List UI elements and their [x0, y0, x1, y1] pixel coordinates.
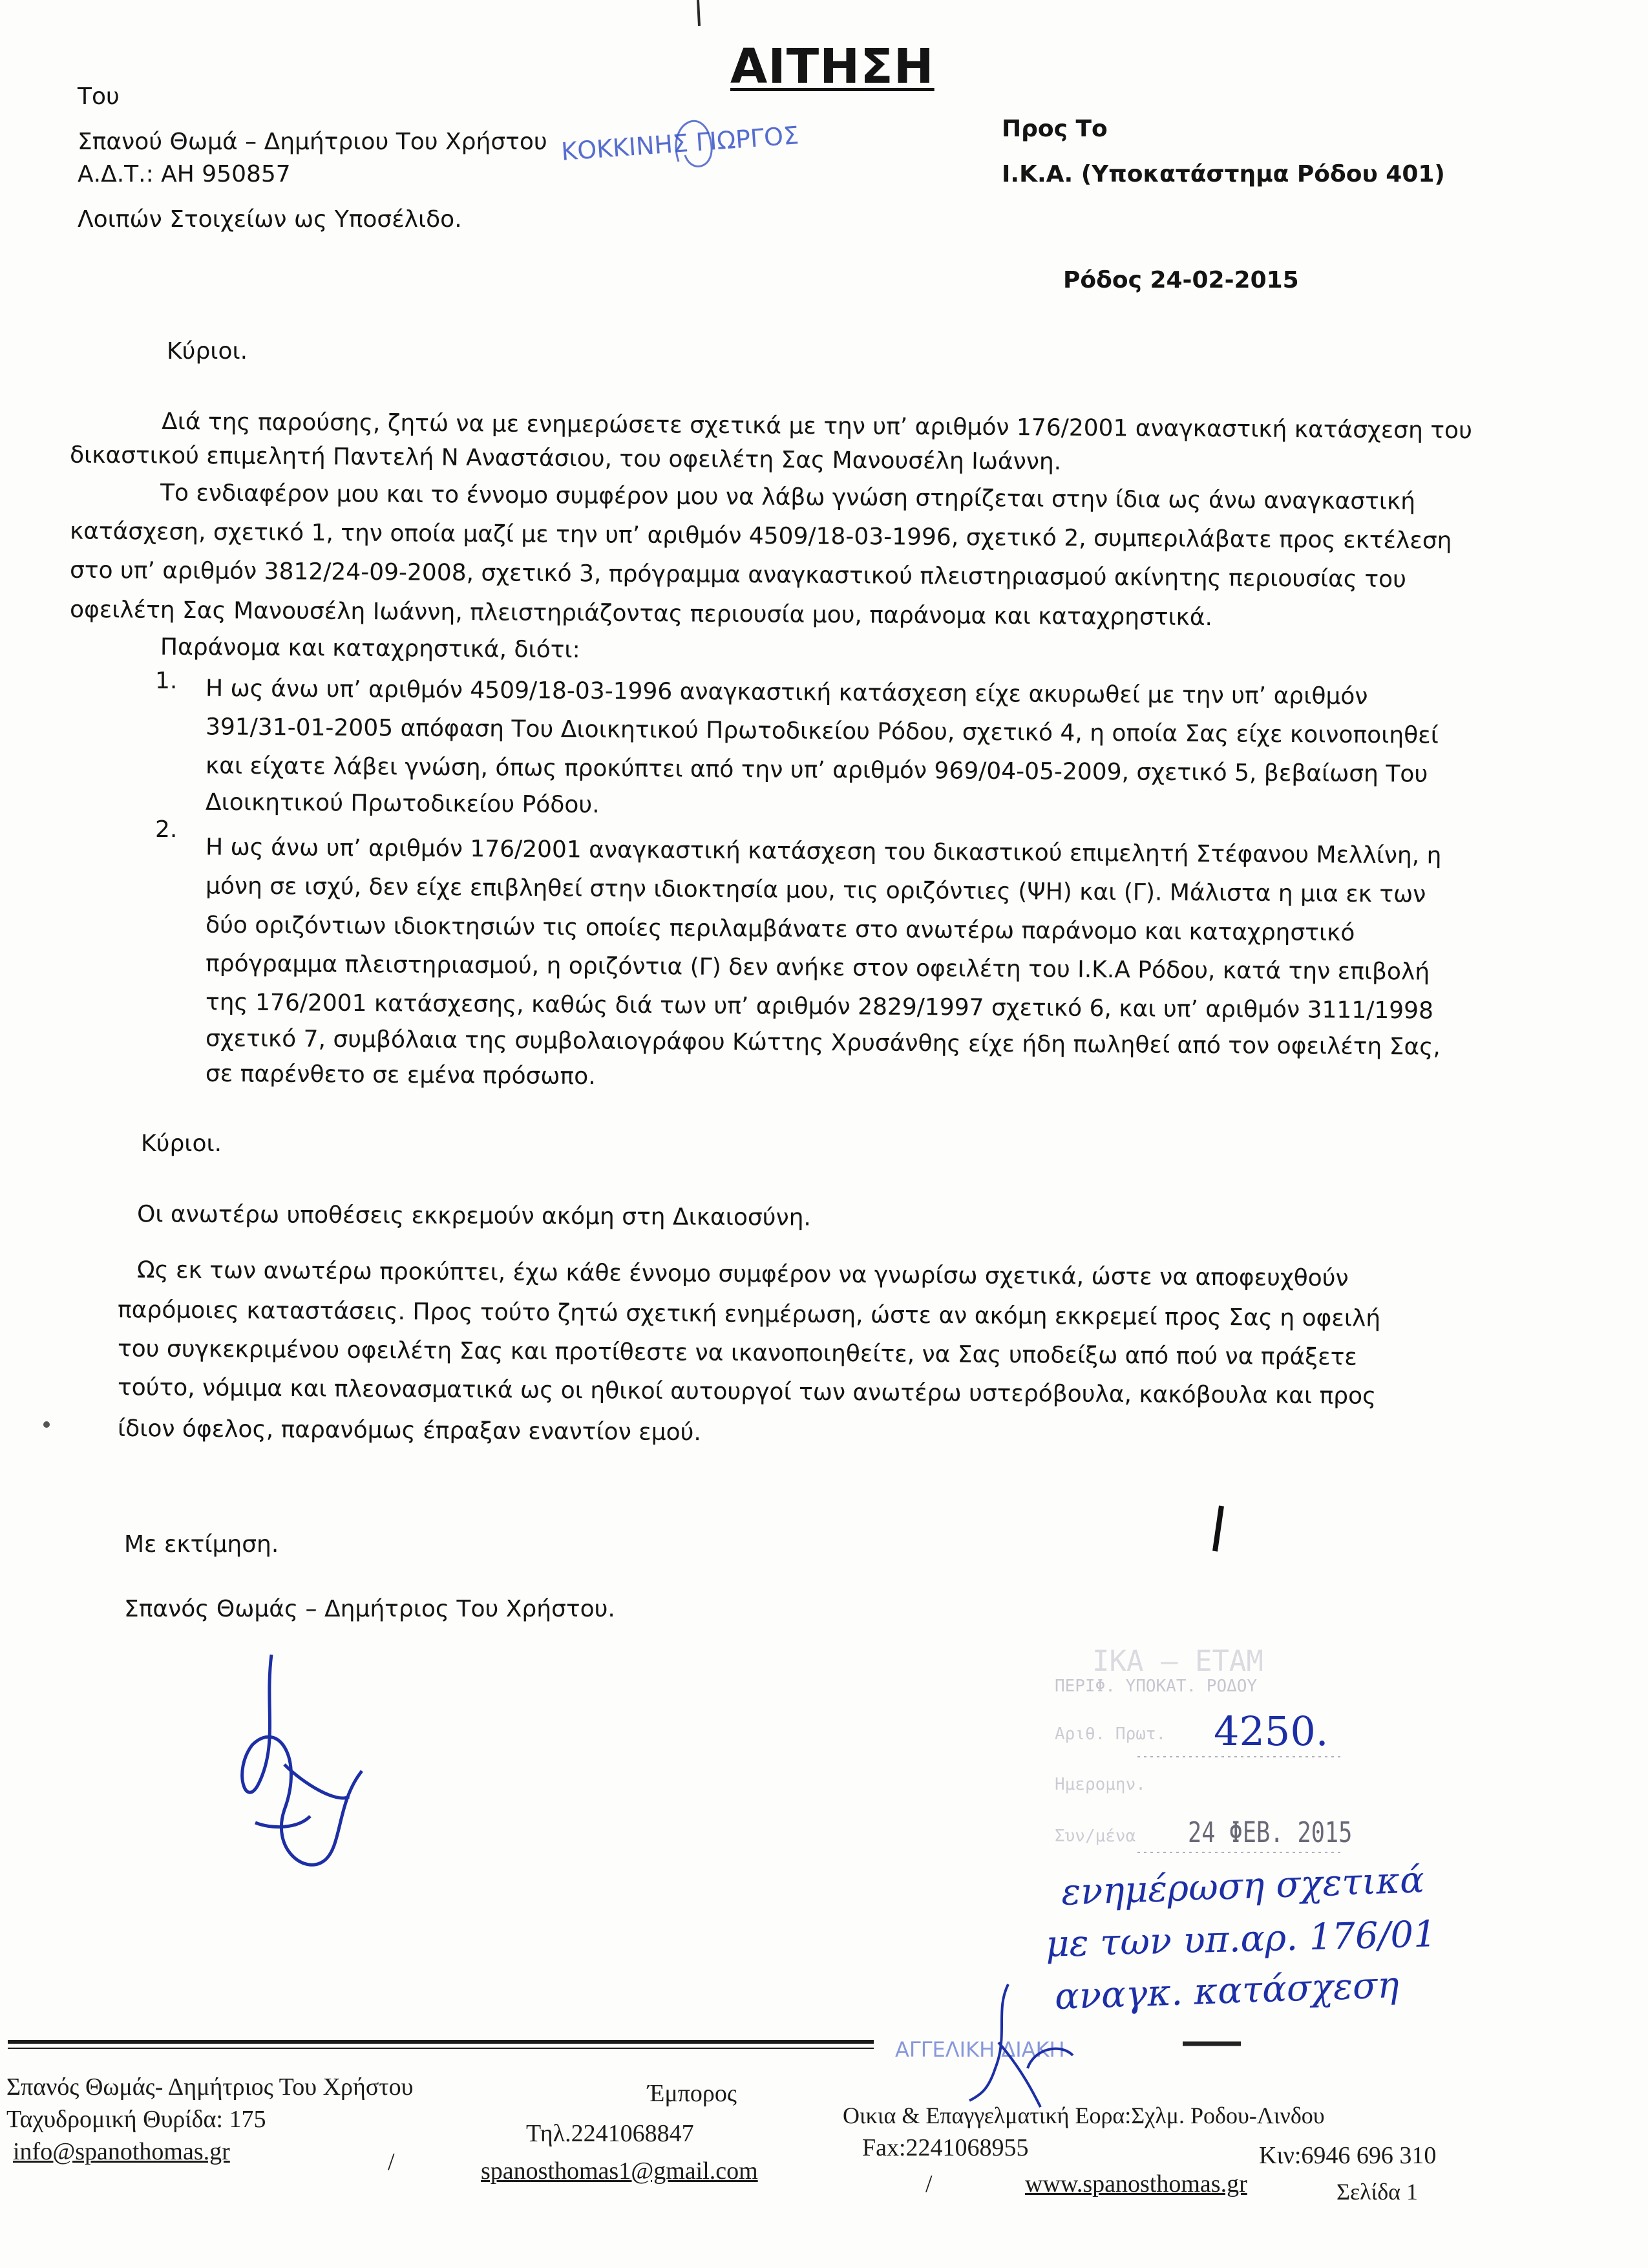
paragraph-line: δικαστικού επιμελητή Παντελή Ν Αναστάσιου, του οφειλέτη Σας Μανουσέλη Ιωάννη.: [69, 441, 1062, 476]
item-number: 2.: [155, 816, 178, 843]
footer-website-link[interactable]: www.spanosthomas.gr: [1025, 2170, 1247, 2198]
handwritten-note-line: με των υπ.αρ. 176/01: [1045, 1913, 1437, 1966]
footer-phone: Τηλ.2241068847: [526, 2120, 694, 2147]
handwritten-note-line: ενημέρωση σχετικά: [1061, 1859, 1425, 1914]
item-line: δύο οριζόντιων ιδιοκτησιών τις οποίες περιλαμβάνατε στο ανωτέρω παράνομο και καταχρηστικό: [205, 911, 1355, 947]
receipt-protocol-label: Αριθ. Πρωτ.: [1055, 1724, 1167, 1744]
footer-page-number: Σελίδα 1: [1336, 2179, 1419, 2205]
pending-statement: Οι ανωτέρω υποθέσεις εκκρεμούν ακόμη στη Δικαιοσύνη.: [136, 1201, 812, 1231]
footer-mobile: Κιν:6946 696 310: [1259, 2142, 1437, 2169]
item-number: 1.: [155, 668, 178, 694]
footer-profession: Έμπορος: [648, 2080, 737, 2107]
item-line: Η ως άνω υπ’ αριθμόν 4509/18-03-1996 αναγκαστική κατάσχεση είχε ακυρωθεί με την υπ’ αριθμόν: [205, 675, 1368, 710]
paragraph-line: κατάσχεση, σχετικό 1, την οποία μαζί με την υπ’ αριθμόν 4509/18-03-1996, σχετικό 2, συμπεριλάβατε προς εκτέλεση: [69, 518, 1452, 555]
paragraph-line: οφειλέτη Σας Μανουσέλη Ιωάννη, πλειστηριάζοντας περιουσία μου, παράνομα και καταχρηστικά.: [69, 596, 1213, 631]
handwritten-note-line: αναγκ. κατάσχεση: [1054, 1964, 1400, 2019]
from-name: Σπανού Θωμά – Δημήτριου Του Χρήστου: [78, 129, 547, 155]
paragraph-line: Το ενδιαφέρον μου και το έννομο συμφέρον μου να λάβω γνώση στηρίζεται στην ίδια ως άνω αναγκαστική: [160, 480, 1416, 515]
item-line: Διοικητικού Πρωτοδικείου Ρόδου.: [205, 789, 600, 819]
receipt-stamp-branch: ΠΕΡΙΦ. ΥΠΟΚΑΤ. ΡΟΔΟΥ: [1055, 1677, 1258, 1696]
from-id: Α.Δ.Τ.: ΑΗ 950857: [78, 161, 291, 187]
item-line: της 176/2001 κατάσχεσης, καθώς διά των υπ’ αριθμόν 2829/1997 σχετικό 6, και υπ’ αριθμόν 3111/1998: [205, 989, 1434, 1024]
signoff: Με εκτίμηση.: [124, 1531, 279, 1558]
item-line: πρόγραμμα πλειστηριασμού, η οριζόντια (Γ) δεν ανήκε στον οφειλέτη του Ι.Κ.Α Ρόδου, κατά την επιβολή: [205, 950, 1430, 986]
footer-po-box: Ταχυδρομική Θυρίδα: 175: [6, 2106, 266, 2133]
receipt-date-label-2: Συν/μένα: [1055, 1827, 1136, 1846]
receipt-protocol-number: 4250.: [1214, 1708, 1329, 1755]
top-tick-mark: [698, 0, 699, 26]
handwritten-signature: [242, 1655, 362, 1865]
footer-rule-top: [8, 2040, 874, 2044]
footer-separator: /: [925, 2170, 933, 2198]
item-line: 391/31-01-2005 απόφαση Του Διοικητικού Πρωτοδικείου Ρόδου, σχετικό 4, η οποία Σας είχε κοινοποιηθεί: [205, 714, 1439, 749]
signer-name: Σπανός Θωμάς – Δημήτριος Του Χρήστου.: [124, 1596, 615, 1622]
receipt-date-label-1: Ημερομην.: [1055, 1775, 1146, 1794]
footer-name: Σπανός Θωμάς- Δημήτριος Του Χρήστου: [6, 2073, 414, 2101]
place-date: Ρόδος 24-02-2015: [1063, 267, 1299, 293]
paragraph-line: Παράνομα και καταχρηστικά, διότι:: [160, 633, 580, 664]
paragraph-line: στο υπ’ αριθμόν 3812/24-09-2008, σχετικό 3, πρόγραμμα αναγκαστικού πλειστηριασμού ακίνητης περιουσίας του: [69, 556, 1407, 593]
receipt-date: 24 ΦΕΒ. 2015: [1188, 1816, 1353, 1849]
greeting-2: Κύριοι.: [141, 1130, 222, 1157]
footer-address: Οικια & Επαγγελματική Εορα:Σχλμ. Ροδου-Λινδου: [843, 2103, 1325, 2128]
closing-line: παρόμοιες καταστάσεις. Προς τούτο ζητώ σχετική ενημέρωση, ώστε αν ακόμη εκκρεμεί προς Σας η οφειλή: [117, 1297, 1381, 1332]
item-line: Η ως άνω υπ’ αριθμόν 176/2001 αναγκαστική κατάσχεση του δικαστικού επιμελητή Στέφανου Μελλίνη, η: [205, 834, 1442, 869]
closing-line: τούτο, νόμιμα και πλεονασματικά ως οι ηθικοί αυτουργοί των ανωτέρω υστερόβουλα, κακόβουλα και προς: [117, 1374, 1377, 1410]
item-line: σε παρένθετο σε εμένα πρόσωπο.: [205, 1060, 596, 1090]
to-name: Ι.Κ.Α. (Υποκατάστημα Ρόδου 401): [1002, 161, 1445, 187]
from-rest: Λοιπών Στοιχείων ως Υποσέλιδο.: [78, 206, 462, 233]
item-line: σχετικό 7, συμβόλαια της συμβολαιογράφου Κώττης Χρυσάνθης είχε ήδη πωληθεί από τον οφειλέτη Σας,: [205, 1025, 1441, 1061]
footer-fax: Fax:2241068955: [862, 2134, 1029, 2161]
to-label: Προς Το: [1002, 116, 1108, 142]
paragraph-line: Διά της παρούσης, ζητώ να με ενημερώσετε σχετικά με την υπ’ αριθμόν 176/2001 αναγκαστική κατάσχεση του: [161, 408, 1473, 445]
closing-line: ίδιον όφελος, παρανόμως έπραξαν εναντίον εμού.: [117, 1415, 702, 1447]
name-stamp: ΚΟΚΚΙΝΗΣ ΓΙΩΡΓΟΣ: [560, 121, 800, 166]
item-line: και είχατε λάβει γνώση, όπως προκύπτει από την υπ’ αριθμόν 969/04-05-2009, σχετικό 5, βεβαίωση Του: [205, 752, 1428, 788]
closing-line: του συγκεκριμένου οφειλέτη Σας και προτίθεστε να ικανοποιηθείτε, να Σας υποδείξω από πού να πράξετε: [117, 1335, 1357, 1371]
item-line: μόνη σε ισχύ, δεν είχε επιβληθεί στην ιδιοκτησία μου, τις οριζόντιες (ΨΗ) και (Γ). Μάλιστα η μια εκ των: [205, 873, 1426, 908]
document-title: ΑΙΤΗΣΗ: [730, 39, 935, 94]
footer-email2-link[interactable]: spanosthomas1@gmail.com: [481, 2157, 758, 2185]
agent-stamp: ΑΓΓΕΛΙΚΗ ΔΙΑΚΗ: [895, 2037, 1065, 2062]
footer-rule-bottom: [8, 2048, 874, 2049]
footer-separator: /: [388, 2148, 395, 2176]
closing-line: Ως εκ των ανωτέρω προκύπτει, έχω κάθε έννομο συμφέρον να γνωρίσω σχετικά, ώστε να αποφευχθούν: [136, 1256, 1349, 1292]
from-label: Του: [78, 83, 120, 110]
margin-tick: [1215, 1506, 1221, 1551]
footer-email-link[interactable]: info@spanothomas.gr: [13, 2138, 230, 2165]
margin-dot: [43, 1421, 50, 1428]
receipt-stamp-org: ΙΚΑ – ΕΤΑΜ: [1092, 1645, 1263, 1678]
greeting: Κύριοι.: [167, 338, 248, 365]
